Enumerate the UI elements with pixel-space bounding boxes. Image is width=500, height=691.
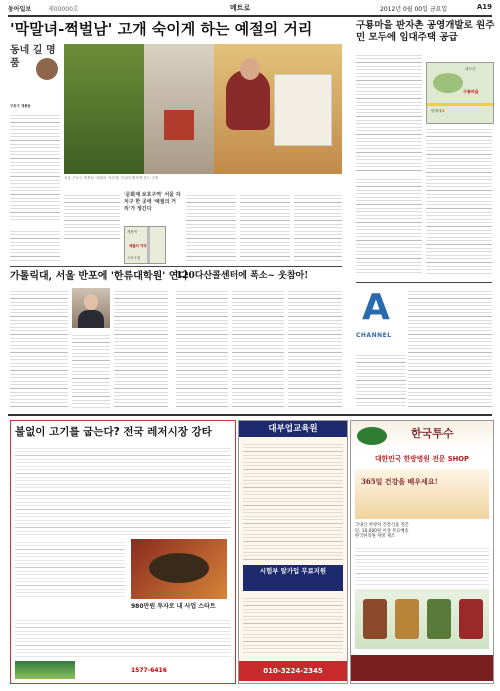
ad-middle-body2 bbox=[243, 595, 343, 655]
story4-col1 bbox=[176, 288, 228, 408]
story2-map bbox=[426, 62, 494, 124]
story2-headline: 구룡마을 판자촌 공영개발로 원주민 모두에 임대주택 공급 bbox=[356, 20, 495, 43]
column-logo-text: 동네 길 명품 bbox=[10, 45, 56, 69]
map-label-road: 양재대로 bbox=[431, 109, 445, 113]
ad-right-products bbox=[355, 589, 489, 649]
story1-col3 bbox=[186, 192, 236, 262]
story1-col2 bbox=[64, 192, 120, 242]
story-divider bbox=[10, 266, 342, 267]
channel-schedule bbox=[408, 288, 492, 408]
ad-left-headline: 불없이 고기를 굽는다? 전국 레저시장 강타 bbox=[15, 426, 212, 438]
ad-middle-body bbox=[243, 441, 343, 561]
newspaper-name: 동아일보 bbox=[8, 6, 32, 13]
map-label-station: 개봉역 bbox=[127, 230, 137, 234]
photo-caption: 서울 구로구 개봉동 '예절의 거리'를 거닐며 환하게 웃는 주민 bbox=[64, 176, 159, 180]
ad-left-thumb bbox=[15, 661, 75, 679]
story1-col5 bbox=[294, 192, 342, 262]
ad-middle-title: 대부업교육원 bbox=[239, 421, 347, 437]
story4-col2 bbox=[232, 288, 284, 408]
ad-right-hero bbox=[355, 469, 489, 519]
logo-stamp bbox=[36, 58, 58, 80]
map-label-office: 구로구청 bbox=[127, 256, 141, 260]
ad-right-shop-title: 대한민국 한방병원 전문 SHOP bbox=[374, 455, 470, 463]
ad-middle-big: 시험부 알가입 무료지원 bbox=[243, 565, 343, 591]
ad-right-banner bbox=[351, 421, 493, 451]
story1-byline: 구로구 개봉동 bbox=[10, 104, 31, 108]
story3-headline: 가톨릭대, 서울 반포에 '한류대학원' 연다 bbox=[10, 271, 189, 282]
ad-left-body3 bbox=[15, 617, 231, 657]
ad-right-item: 단, 10,000원 이상 무료배송 bbox=[355, 528, 409, 534]
issue-date: 2012년 0월 00일 금요일 bbox=[380, 6, 448, 13]
map-label-street: 예절의 거리 bbox=[129, 244, 147, 248]
story1-col1 bbox=[10, 104, 60, 224]
ad-right-footer bbox=[351, 655, 493, 681]
ad-right-item: 한국한의원 처방 제조 bbox=[355, 534, 396, 540]
section-name: 메트로 bbox=[230, 4, 251, 12]
story3-col3 bbox=[114, 288, 168, 408]
column-logo bbox=[10, 44, 60, 102]
ad-right-item: 국내산 한방차 건강식품 전문 bbox=[355, 523, 409, 528]
channel-label: CHANNEL bbox=[356, 332, 392, 339]
ad-left-food-photo bbox=[131, 539, 227, 599]
story2-col1 bbox=[356, 52, 422, 172]
story1-col4 bbox=[240, 192, 290, 262]
map-label-mountain: 대모산 bbox=[465, 67, 476, 71]
channel-divider bbox=[356, 282, 492, 283]
ad-right-slogan: 365일 건강을 배우세요! bbox=[361, 477, 438, 486]
ad-right-body bbox=[355, 545, 489, 585]
map-label-village: 구룡마을 bbox=[463, 89, 479, 94]
channel-letter: A bbox=[362, 287, 390, 328]
inset-map bbox=[124, 226, 166, 264]
story4-col3 bbox=[288, 288, 342, 408]
ad-right bbox=[350, 420, 494, 684]
ad-right-list bbox=[355, 523, 489, 540]
ad-left-body bbox=[15, 445, 231, 535]
channel-notes bbox=[356, 352, 406, 408]
story2-col2 bbox=[426, 126, 492, 276]
ad-left-promo: 980만원 투자로 내 사업 스타트 bbox=[131, 603, 216, 610]
story4-headline: 120다산콜센터에 폭소~ 웃참아! bbox=[176, 271, 309, 281]
page-number: A19 bbox=[476, 3, 492, 11]
main-headline: '막말녀-쩍벌남' 고개 숙이게 하는 예절의 거리 bbox=[10, 20, 313, 38]
ad-right-logo bbox=[357, 427, 387, 445]
story3-photo bbox=[72, 288, 110, 328]
ad-middle bbox=[238, 420, 348, 684]
story1-col1-bottom bbox=[10, 228, 60, 262]
ad-left-body2 bbox=[15, 539, 125, 599]
channel-a-logo bbox=[356, 288, 406, 348]
issue-number: 제00000호 bbox=[48, 6, 79, 13]
ad-middle-phone: 010-3224-2345 bbox=[239, 661, 347, 681]
story3-col1 bbox=[10, 288, 68, 408]
story3-col2 bbox=[72, 332, 110, 408]
page-header bbox=[8, 3, 492, 17]
story2-col1-bottom bbox=[356, 176, 422, 276]
main-photo bbox=[64, 44, 342, 174]
ad-right-brand: 한국투수 bbox=[411, 427, 454, 440]
ads-divider bbox=[8, 414, 492, 416]
ad-left bbox=[10, 420, 236, 684]
ad-left-phone: 1577-6416 bbox=[131, 667, 167, 674]
story2-rule bbox=[356, 46, 492, 48]
pull-quote: '문화재 보호구역' 서울 자치구 한 곳에 '예절의 거리'가 생긴다 bbox=[124, 192, 181, 212]
